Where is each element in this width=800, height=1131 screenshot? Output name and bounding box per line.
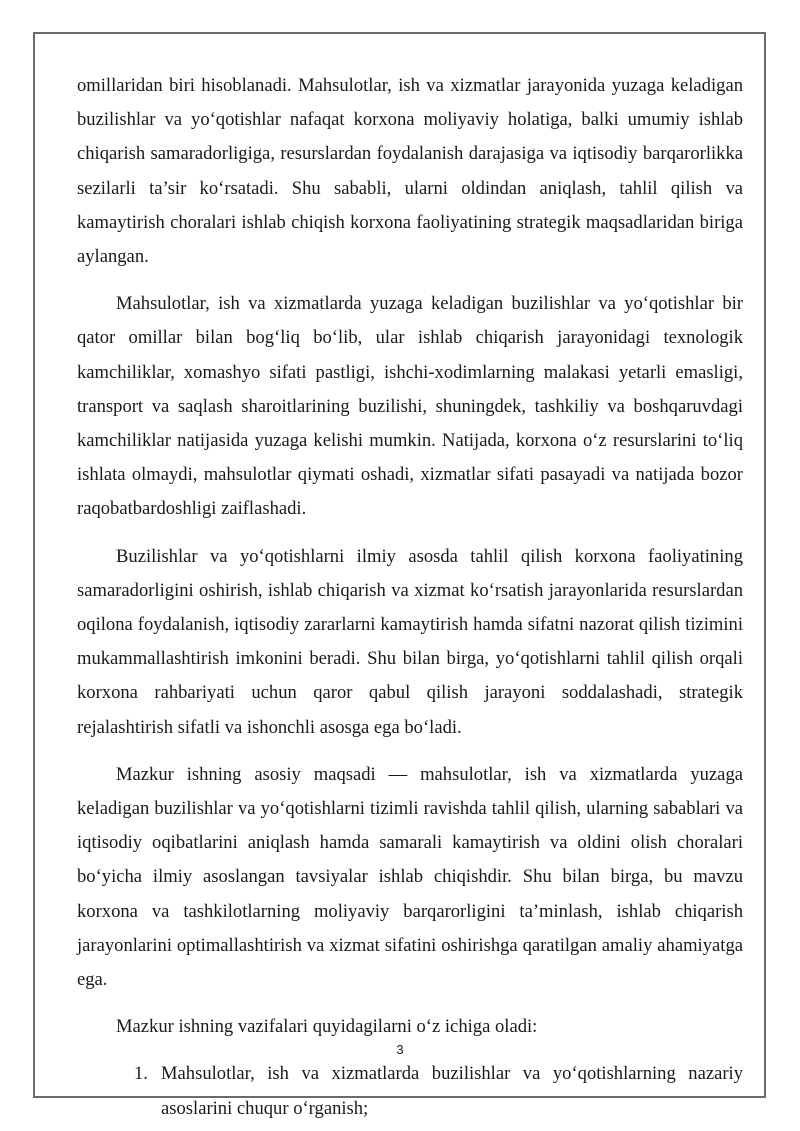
paragraph-3: Buzilishlar va yo‘qotishlarni ilmiy asosda tahlil qilish korxona faoliyatining samaradorligini oshirish, ishlab chiqarish va xizmat ko‘rsatish jarayonlarida resurslardan oqilona foydalanish, iqtisodiy zararlarni kamaytirish hamda sifatni nazorat qilish tizimini mukammallashtirish imkonini beradi. Shu bilan birga, yo‘qotishlarni tahlil qilish orqali korxona rahbariyati uchun qaror qabul qilish jarayoni soddalashadi, strategik rejalashtirish sifatli va ishonchli asosga ega bo‘ladi. bbox=[77, 545, 743, 738]
list-item bbox=[77, 1057, 743, 1125]
paragraph-4: Mazkur ishning asosiy maqsadi — mahsulotlar, ish va xizmatlarda yuzaga keladigan buzilishlar va yo‘qotishlarni tizimli ravishda tahlil qilish, ularning sabablari va iqtisodiy oqibatlarini aniqlash hamda samarali kamaytirish va oldini olish choralari bo‘yicha ilmiy asoslangan tavsiyalar ishlab chiqishdir. Shu bilan birga, bu mavzu korxona va tashkilotlarning moliyaviy barqarorligini ta’minlash, ishlab chiqarish jarayonlarini optimallashtirish va xizmat sifatini oshirishga qaratilgan amaliy ahamiyatga ega. bbox=[77, 763, 743, 991]
list-item-text: Mahsulotlar, ish va xizmatlarda buzilishlar va yo‘qotishlarning nazariy asoslarini chuqur o‘rganish; bbox=[161, 1063, 743, 1119]
task-list bbox=[77, 1057, 743, 1125]
list-item-number: 1. bbox=[134, 1063, 148, 1085]
page-number: 3 bbox=[396, 1042, 404, 1057]
paragraph-1: omillaridan biri hisoblanadi. Mahsulotlar, ish va xizmatlar jarayonida yuzaga keladigan buzilishlar va yo‘qotishlar nafaqat korxona moliyaviy holatiga, balki umumiy ishlab chiqarish samaradorligiga, resurslardan foydalanish darajasiga va iqtisodiy barqarorlikka sezilarli ta’sir ko‘rsatadi. Shu sababli, ularni oldindan aniqlash, tahlil qilish va kamaytirish choralari ishlab chiqish korxona faoliyatining strategik maqsadlaridan biriga aylangan. bbox=[77, 75, 743, 268]
paragraph-5: Mazkur ishning vazifalari quyidagilarni o‘z ichiga oladi: bbox=[116, 1016, 538, 1038]
paragraph-2: Mahsulotlar, ish va xizmatlarda yuzaga keladigan buzilishlar va yo‘qotishlar bir qator omillar bilan bog‘liq bo‘lib, ular ishlab chiqarish jarayonidagi texnologik kamchiliklar, xomashyo sifati pastligi, ishchi-xodimlarning malakasi yetarli emasligi, transport va saqlash sharoitlarining buzilishi, shuningdek, tashkiliy va boshqaruvdagi kamchiliklar natijasida yuzaga kelishi mumkin. Natijada, korxona o‘z resurslarini to‘liq ishlata olmaydi, mahsulotlar qiymati oshadi, xizmatlar sifati pasayadi va natijada bozor raqobatbardoshligi zaiflashadi. bbox=[77, 293, 743, 520]
document-body bbox=[77, 69, 743, 1126]
